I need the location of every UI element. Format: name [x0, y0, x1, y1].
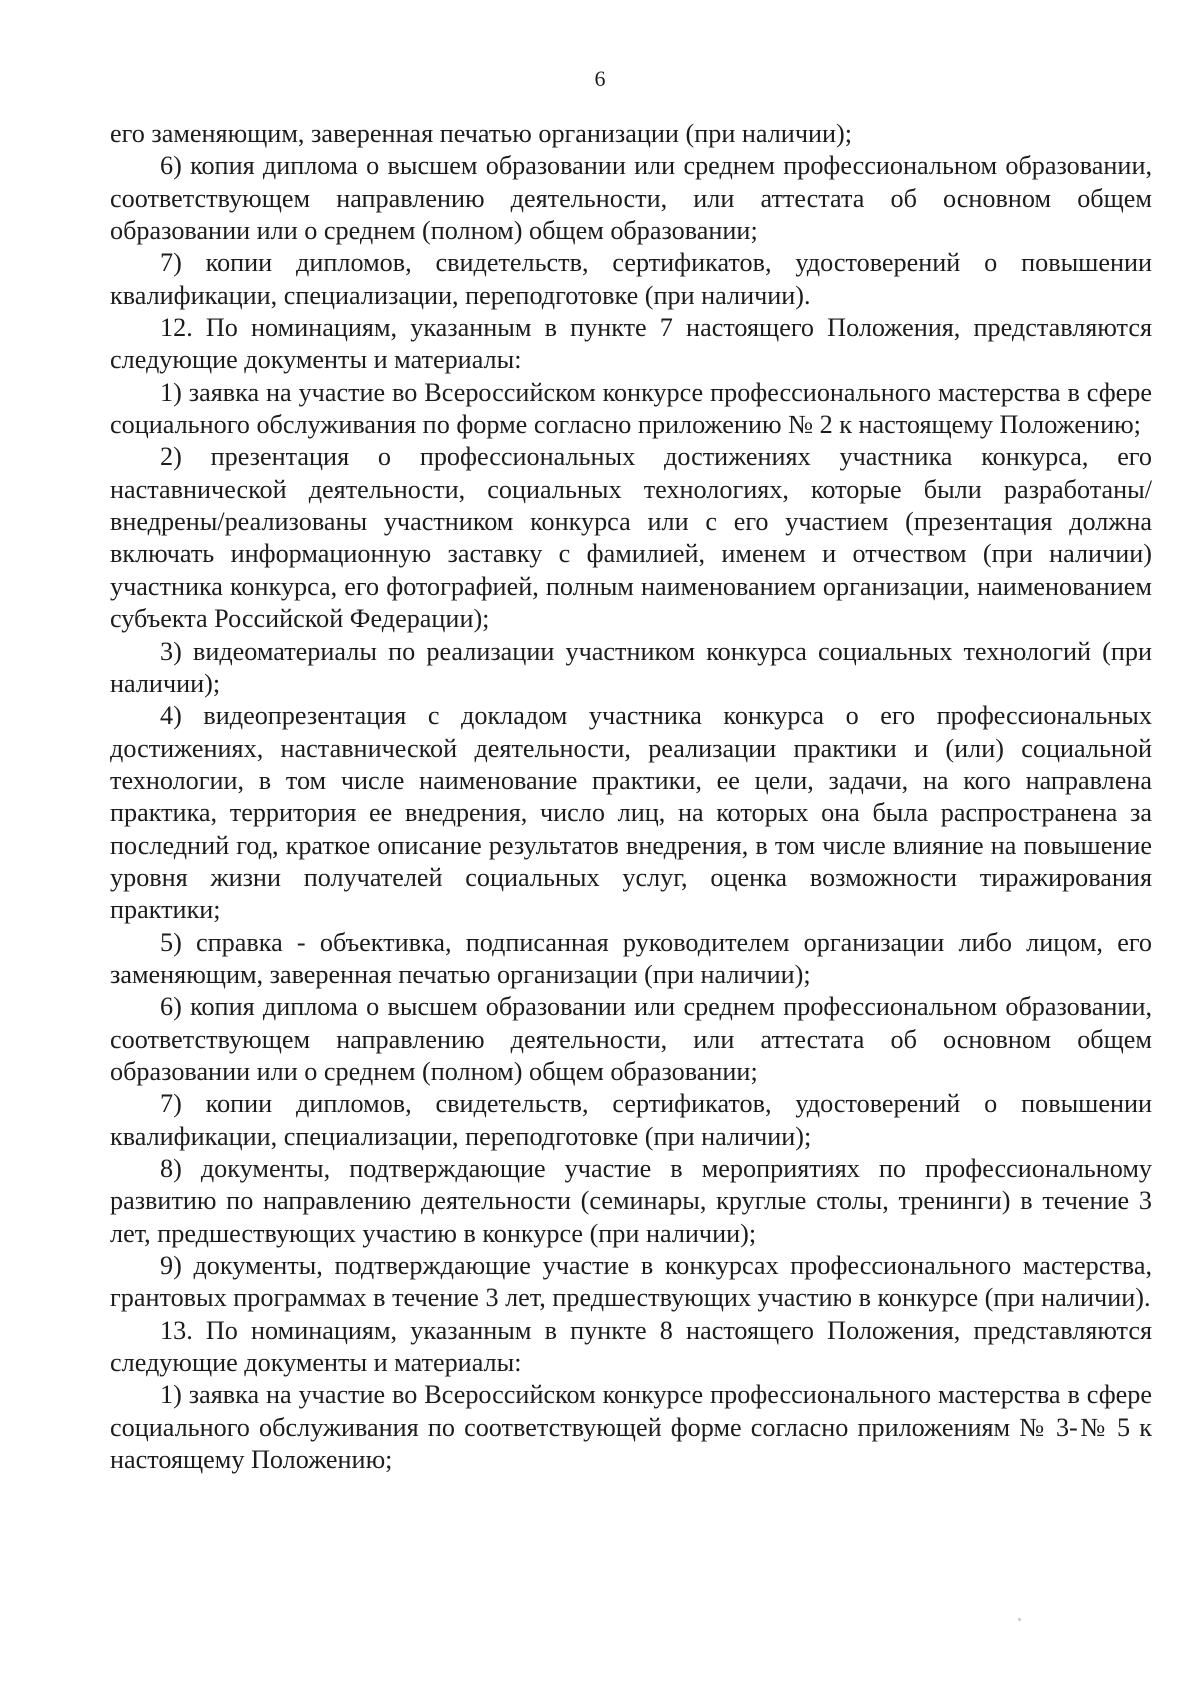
- paragraph-item-7-certificates: 7) копии дипломов, свидетельств, сертификатов, удостоверений о повышении квалификации, специализации, переподготовке (при наличии).: [110, 248, 1152, 310]
- paragraph-item-6-diploma-copy: 6) копия диплома о высшем образовании или среднем профессиональном образовании, соответствующем направлению деятельности, или аттестата об основном общем образовании или о среднем (полном) общем образовании;: [110, 992, 1152, 1086]
- paragraph-continuation: его заменяющим, заверенная печатью организации (при наличии);: [110, 119, 853, 148]
- page-number: 6: [594, 66, 606, 91]
- paragraph-item-2-presentation: 2) презентация о профессиональных достижениях участника конкурса, его наставнической деятельности, социальных технологиях, которые были разработаны/внедрены/реализованы участником конкурса или с его участием (презентация должна включать информационную заставку с фамилией, именем и отчеством (при наличии) участника конкурса, его фотографией, полным наименованием организации, наименованием субъекта Российской Федерации);: [110, 442, 1152, 634]
- paragraph-item-9-contests-documents: 9) документы, подтверждающие участие в конкурсах профессионального мастерства, грантовых программах в течение 3 лет, предшествующих участию в конкурсе (при наличии).: [110, 1251, 1152, 1313]
- paragraph-section-12: 12. По номинациям, указанным в пункте 7 настоящего Положения, представляются следующие документы и материалы:: [110, 313, 1152, 375]
- paragraph-item-1-application: 1) заявка на участие во Всероссийском конкурсе профессионального мастерства в сфере социального обслуживания по форме согласно приложению № 2 к настоящему Положению;: [110, 377, 1152, 440]
- paragraph-item-3-video-materials: 3) видеоматериалы по реализации участником конкурса социальных технологий (при наличии);: [110, 636, 1152, 698]
- paragraph-item-8-events-documents: 8) документы, подтверждающие участие в мероприятиях по профессиональному развитию по направлению деятельности (семинары, круглые столы, тренинги) в течение 3 лет, предшествующих участию в конкурсе (при наличии);: [110, 1154, 1152, 1248]
- paragraph-item-7-certificates: 7) копии дипломов, свидетельств, сертификатов, удостоверений о повышении квалификации, специализации, переподготовке (при наличии);: [110, 1089, 1152, 1151]
- paragraph-item-4-video-presentation: 4) видеопрезентация с докладом участника конкурса о его профессиональных достижениях, наставнической деятельности, реализации практики и (или) социальной технологии, в том числе наименование практики, ее цели, задачи, на кого направлена практика, территория ее внедрения, число лиц, на которых она была распространена за последний год, краткое описание результатов внедрения, в том числе влияние на повышение уровня жизни получателей социальных услуг, оценка возможности тиражирования практики;: [110, 701, 1152, 925]
- paragraph-section-13: 13. По номинациям, указанным в пункте 8 настоящего Положения, представляются следующие документы и материалы:: [110, 1315, 1152, 1378]
- paragraph-item-5-reference: 5) справка - объективка, подписанная руководителем организации либо лицом, его заменяющим, заверенная печатью организации (при наличии);: [110, 927, 1152, 989]
- paragraph-item-1-application: 1) заявка на участие во Всероссийском конкурсе профессионального мастерства в сфере социального обслуживания по соответствующей форме согласно приложениям № 3-№ 5 к настоящему Положению;: [110, 1380, 1152, 1475]
- scan-artifact: [1018, 1618, 1021, 1621]
- paragraph-item-6-diploma-copy: 6) копия диплома о высшем образовании или среднем профессиональном образовании, соответствующем направлению деятельности, или аттестата об основном общем образовании или о среднем (полном) общем образовании;: [110, 151, 1152, 246]
- document-body: [110, 118, 1152, 1476]
